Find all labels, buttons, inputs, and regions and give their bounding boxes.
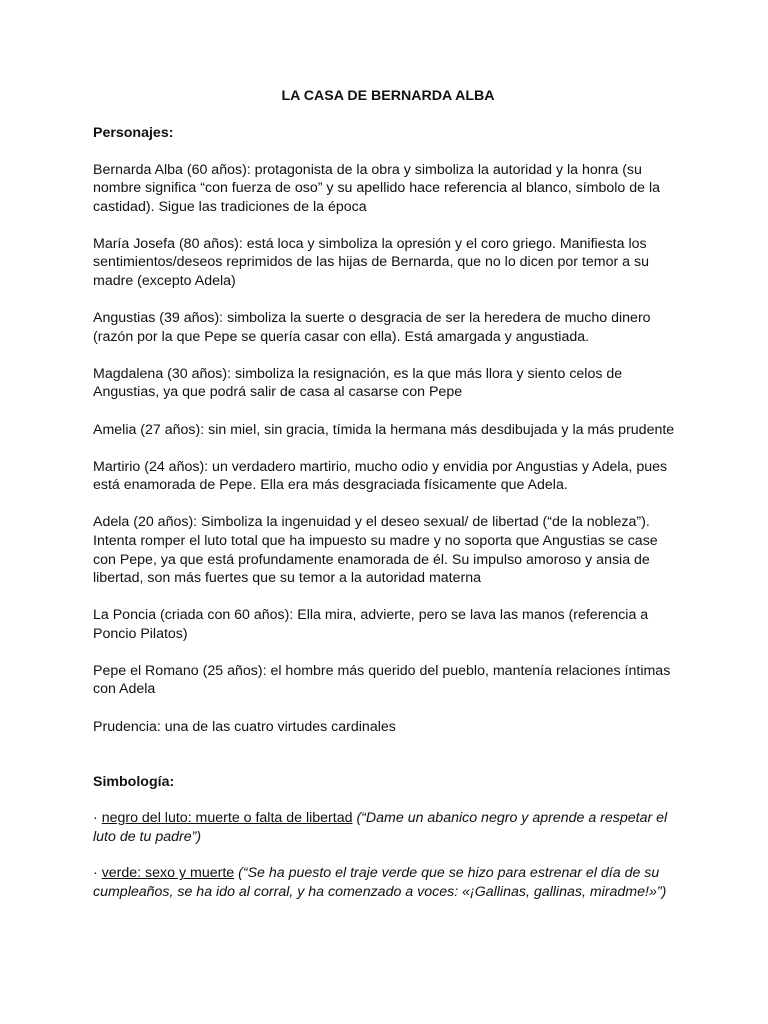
symbol-term: verde: sexo y muerte	[101, 865, 235, 882]
symbol-term: negro del luto: muerte o falta de libertad	[101, 810, 353, 827]
symbol-quote: (“Se ha puesto el traje verde que se hizo para estrenar el día de su cumpleaños, se ha ido al corral, y ha comenzado a voces: «¡Gallinas, gallinas, miradme!»”)	[93, 865, 667, 901]
section-spacer	[93, 755, 683, 773]
symbol-item-verde	[93, 864, 683, 901]
character-prudencia: Prudencia: una de las cuatro virtudes cardinales	[93, 718, 396, 735]
character-magdalena: Magdalena (30 años): simboliza la resignación, es la que más llora y siento celos de Angustias, ya que podrá salir de casa al casarse con Pepe	[93, 365, 623, 401]
bullet: ·	[93, 810, 98, 827]
character-la-poncia: La Poncia (criada con 60 años): Ella mira, advierte, pero se lava las manos (referencia a Poncio Pilatos)	[93, 607, 649, 642]
symbol-quote: (“Dame un abanico negro y aprende a respetar el luto de tu padre”)	[93, 810, 668, 845]
characters-heading: Personajes:	[93, 125, 174, 141]
character-maria-josefa: María Josefa (80 años): está loca y simboliza la opresión y el coro griego. Manifiesta los sentimientos/deseos reprimidos de las hijas de Bernarda, que no lo dicen por temor a su madre (excepto Adela)	[93, 235, 649, 290]
bullet: ·	[93, 865, 98, 882]
character-bernarda: Bernarda Alba (60 años): protagonista de la obra y simboliza la autoridad y la honra (su nombre significa “con fuerza de oso” y su apellido hace referencia al blanco, símbolo de la castidad). Sigue las tradiciones de la época	[93, 161, 661, 215]
document-title: LA CASA DE BERNARDA ALBA	[281, 88, 495, 104]
character-pepe-el-romano: Pepe el Romano (25 años): el hombre más querido del pueblo, mantenía relaciones íntimas con Adela	[93, 662, 671, 698]
character-amelia: Amelia (27 años): sin miel, sin gracia, tímida la hermana más desdibujada y la más prudente	[93, 421, 675, 438]
character-adela: Adela (20 años): Simboliza la ingenuidad y el deseo sexual/ de libertad (“de la nobleza”). Intenta romper el luto total que ha impuesto su madre y no soporta que Angustias se case con Pepe, ya que está profundamente enamorada de él. Su impulso amoroso y ansia de libertad, son más fuertes que su temor a la autoridad materna	[93, 514, 658, 587]
symbology-heading: Simbología:	[93, 773, 175, 790]
document-page	[93, 87, 683, 920]
character-martirio: Martirio (24 años): un verdadero martirio, mucho odio y envidia por Angustias y Adela, pues está enamorada de Pepe. Ella era más desgraciada físicamente que Adela.	[93, 458, 668, 494]
symbol-item-negro	[93, 809, 683, 846]
character-angustias: Angustias (39 años): simboliza la suerte o desgracia de ser la heredera de mucho dinero (razón por la que Pepe se quería casar con ella). Está amargada y angustiada.	[93, 310, 651, 345]
